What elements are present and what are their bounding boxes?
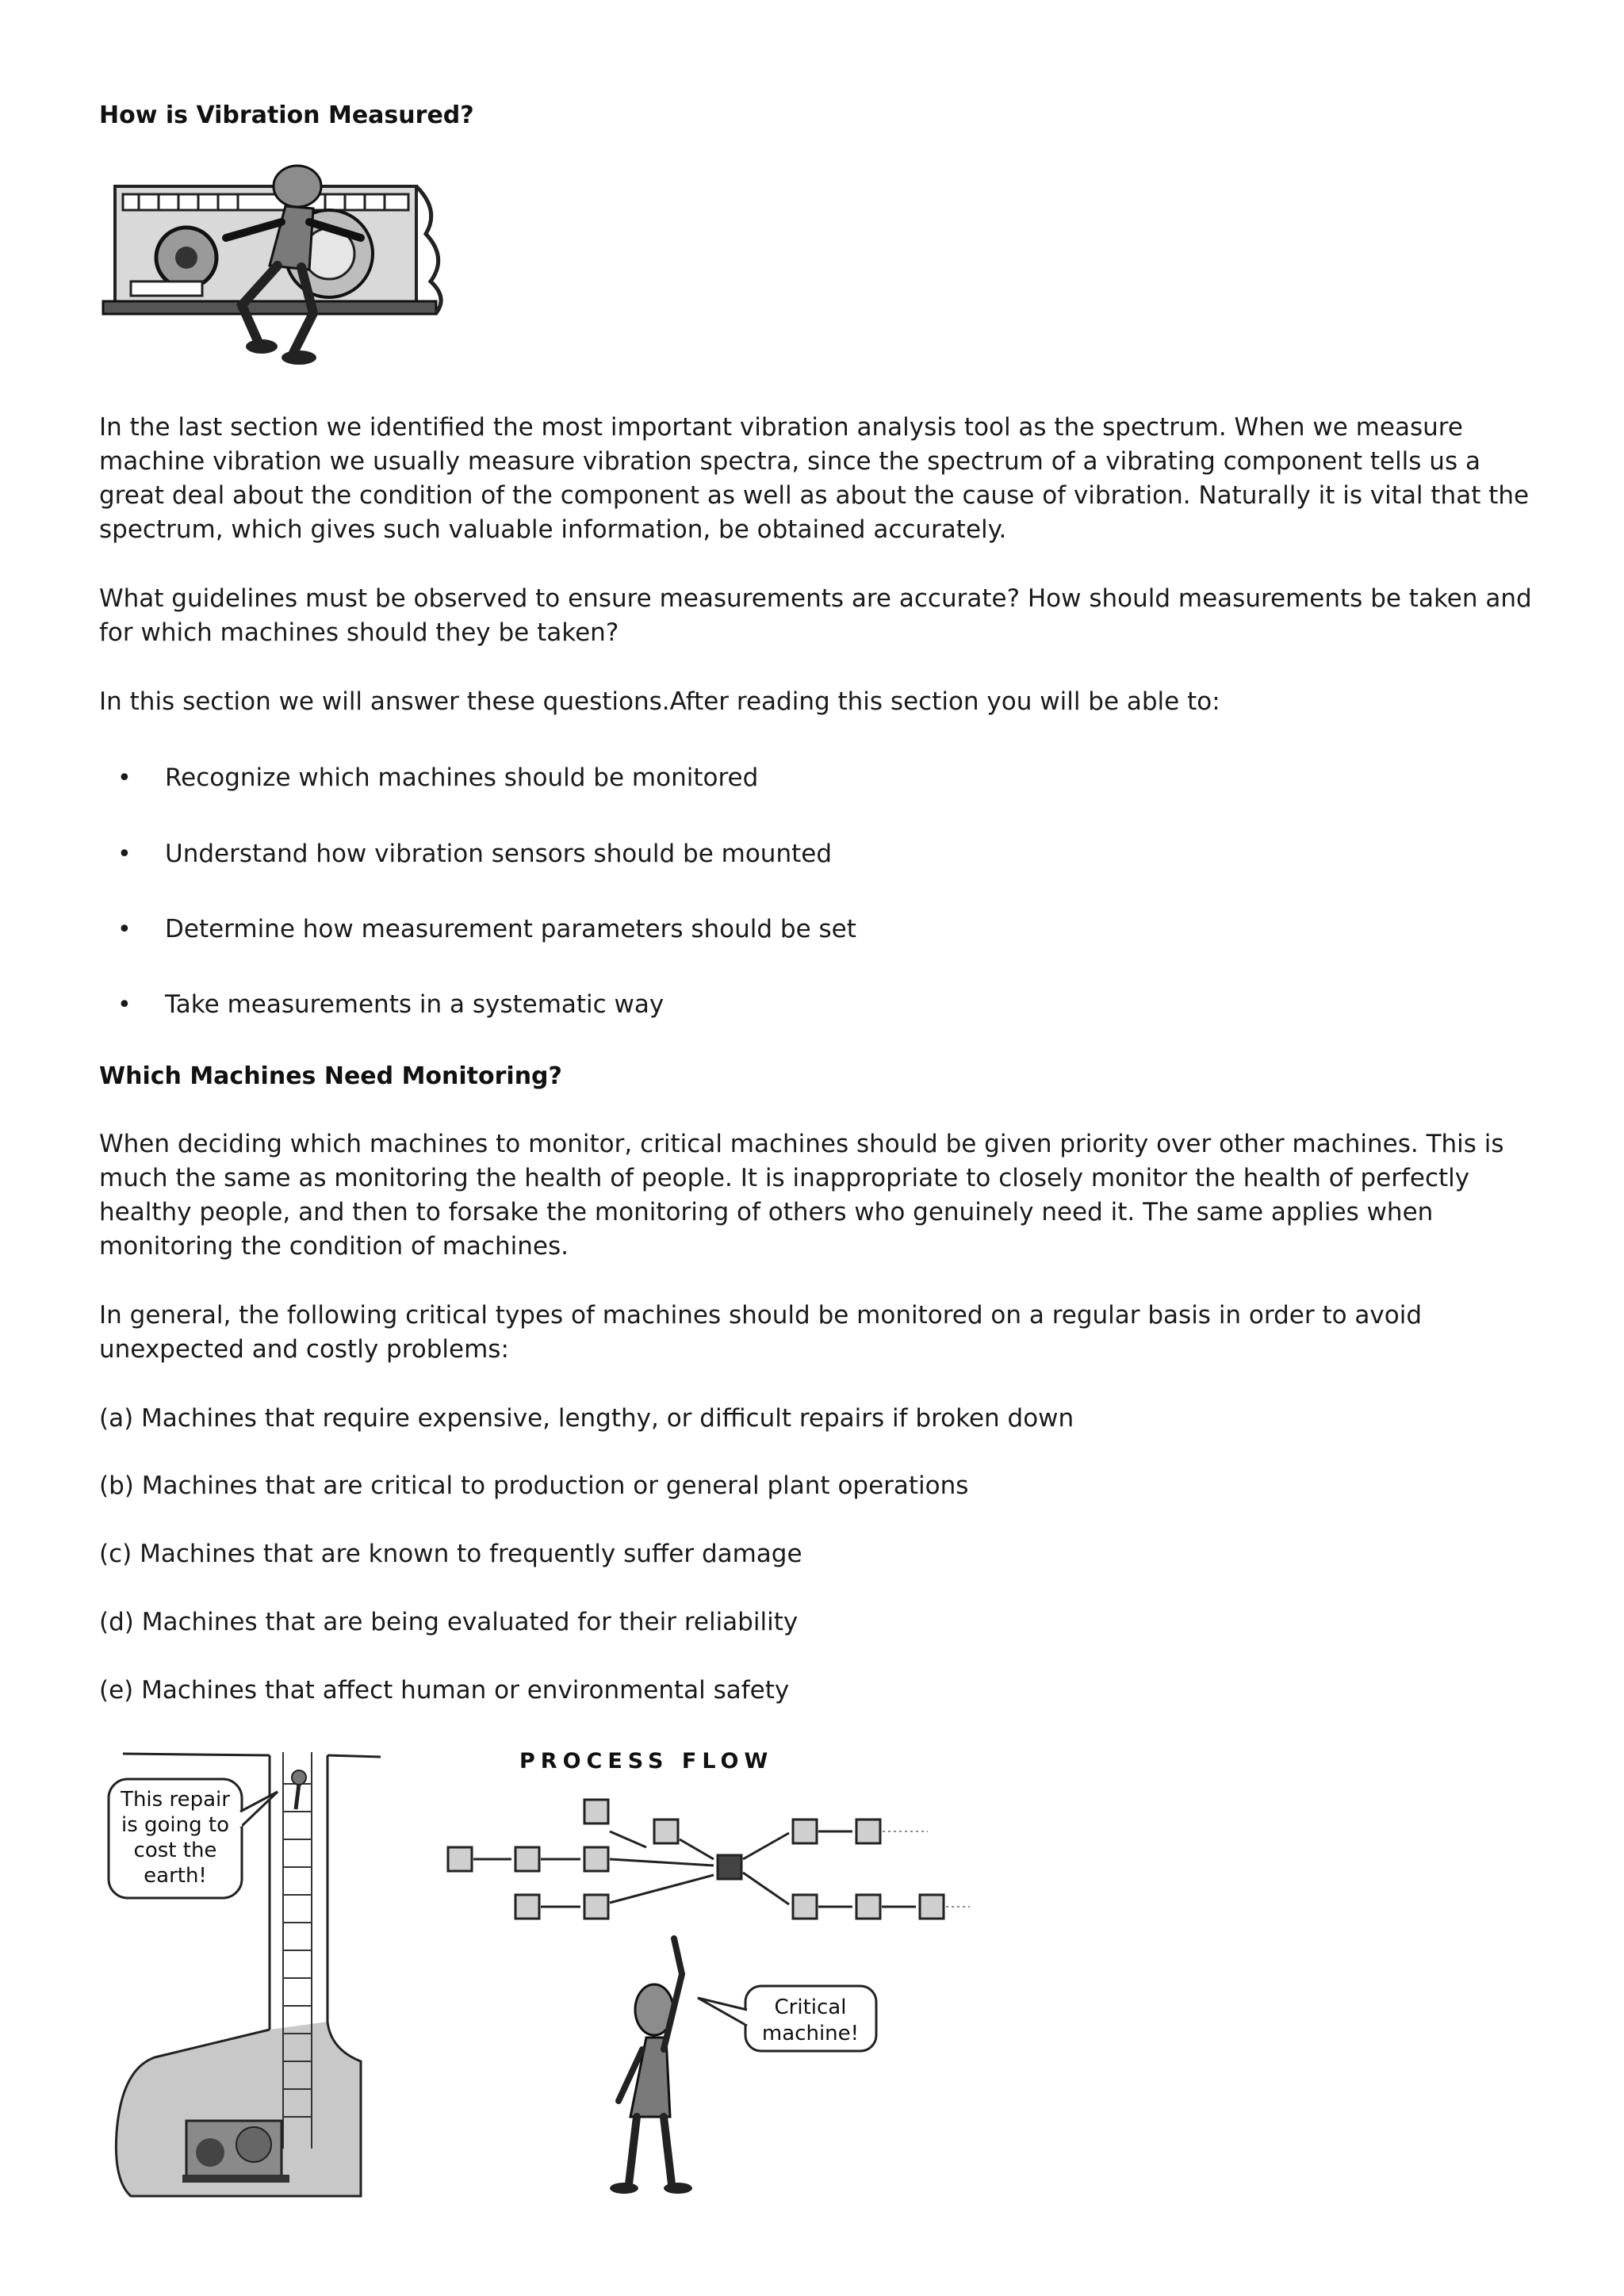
heading-how-measured: How is Vibration Measured? [99,101,474,129]
intro-paragraph-2: What guidelines must be observed to ensure measurements are accurate? How should measurements be taken and for which machines should they be taken? [99,584,1532,647]
list-item-text: Determine how measurement parameters should be set [165,915,856,943]
bubble-line: is going to [121,1813,230,1837]
heading-which-machines: Which Machines Need Monitoring? [99,1062,562,1090]
pointing-figure-drawing [610,1938,692,2194]
repair-speech-bubble [109,1779,278,1898]
bullet-icon: • [117,916,132,943]
list-item-text: Understand how vibration sensors should be mounted [165,840,833,868]
monitoring-paragraph-1: When deciding which machines to monitor, critical machines should be given priority over other machines. This is much the same as monitoring the health of people. It is inappropriate to closely monitor the health of perfectly healthy people, and then to forsake the monitoring of others who genuinely need it. The same applies when monitoring the condition of machines. [99,1130,1504,1261]
intro-paragraph-1: In the last section we identified the most important vibration analysis tool as the spectrum. When we measure machine vibration we usually measure vibration spectra, since the spectrum of a vibrating component tells us a great deal about the condition of the component as well as about the cause of vibration. Naturally it is vital that the spectrum, which gives such valuable information, be obtained accurately. [99,413,1530,544]
vibration-figure-illustration [99,163,464,377]
machine-drawing [103,186,441,314]
monitoring-paragraph-2: In general, the following critical types of machines should be monitored on a regular basis in order to avoid unexpected and costly problems: [99,1301,1423,1364]
criteria-item: (c) Machines that are known to frequently suffer damage [99,1540,802,1568]
critical-machines-illustration [99,1736,971,2212]
criteria-item: (d) Machines that are being evaluated for their reliability [99,1608,799,1636]
bullet-icon: • [117,840,132,868]
bubble-line: earth! [144,1864,207,1888]
list-item-text: Take measurements in a systematic way [165,990,665,1019]
bullet-icon: • [117,764,132,792]
criteria-item: (b) Machines that are critical to production or general plant operations [99,1471,969,1500]
list-item-text: Recognize which machines should be monitored [165,763,759,792]
process-flow-title: PROCESS FLOW [519,1749,774,1774]
bullet-icon: • [117,991,132,1019]
bubble-line: Critical [774,1996,847,2019]
bubble-line: This repair [121,1788,230,1812]
intro-paragraph-3: In this section we will answer these questions.After reading this section you will be able to: [99,687,1220,716]
bubble-line: machine! [761,2022,860,2045]
criteria-item: (e) Machines that affect human or environmental safety [99,1676,790,1705]
bubble-line: cost the [133,1839,217,1862]
process-flow-diagram [448,1749,970,1919]
criteria-item: (a) Machines that require expensive, lengthy, or difficult repairs if broken down [99,1404,1074,1433]
critical-speech-bubble [698,1986,876,2051]
